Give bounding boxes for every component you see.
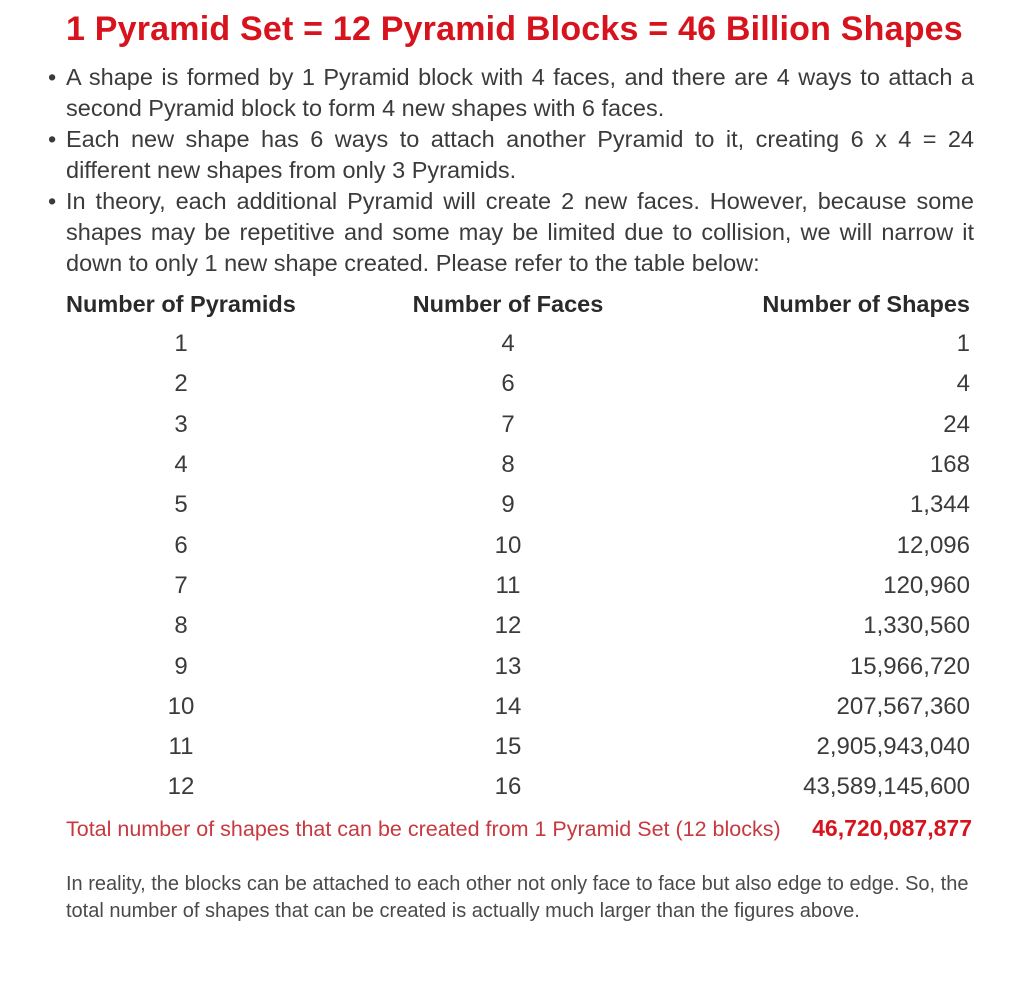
- table-row: [60, 767, 976, 807]
- cell-shapes: 120,960: [883, 571, 970, 599]
- table-row: [60, 324, 976, 364]
- cell-pyramids: 10: [167, 692, 195, 720]
- table-header-row: [60, 284, 976, 324]
- header-faces: Number of Faces: [412, 290, 604, 317]
- cell-shapes: 1,344: [909, 491, 970, 519]
- table-row: [60, 727, 976, 767]
- table-row: [60, 687, 976, 727]
- cell-shapes: 2,905,943,040: [816, 733, 970, 761]
- cell-shapes: 43,589,145,600: [803, 773, 970, 801]
- total-label: Total number of shapes that can be created from 1 Pyramid Set (12 blocks): [66, 817, 781, 841]
- cell-pyramids: 5: [174, 491, 188, 519]
- bullet-dot-icon: •: [48, 188, 57, 214]
- header-pyramids: Number of Pyramids: [66, 290, 296, 317]
- cell-faces: 10: [494, 531, 522, 559]
- bullet-item: [48, 62, 974, 124]
- header-shapes: Number of Shapes: [762, 290, 970, 317]
- cell-faces: 15: [494, 733, 522, 761]
- table-row: [60, 445, 976, 485]
- table-row: [60, 606, 976, 646]
- cell-shapes: 15,966,720: [849, 652, 970, 680]
- cell-shapes: 168: [929, 451, 970, 479]
- cell-shapes: 207,567,360: [836, 692, 970, 720]
- total-value: 46,720,087,877: [812, 815, 972, 841]
- bullet-item: [48, 124, 974, 186]
- cell-pyramids: 6: [174, 531, 188, 559]
- bullet-dot-icon: •: [48, 64, 57, 90]
- cell-shapes: 1: [956, 330, 970, 358]
- table-row: [60, 364, 976, 404]
- cell-faces: 6: [501, 370, 515, 398]
- bullet-text: Each new shape has 6 ways to attach another Pyramid to it, creating 6 x 4 = 24 different new shapes from only 3 Pyramids.: [66, 126, 974, 183]
- bullet-text: A shape is formed by 1 Pyramid block with 4 faces, and there are 4 ways to attach a second Pyramid block to form 4 new shapes with 6 faces.: [66, 64, 974, 121]
- bullet-list: [48, 62, 974, 279]
- cell-faces: 4: [501, 330, 515, 358]
- table-row: [60, 485, 976, 525]
- table-row: [60, 566, 976, 606]
- cell-pyramids: 9: [174, 652, 188, 680]
- cell-shapes: 24: [943, 410, 970, 438]
- page-title: 1 Pyramid Set = 12 Pyramid Blocks = 46 Billion Shapes: [66, 10, 963, 48]
- table-row: [60, 525, 976, 565]
- bullet-item: [48, 186, 974, 279]
- cell-pyramids: 4: [174, 451, 188, 479]
- total-row: [66, 815, 972, 842]
- cell-faces: 7: [501, 410, 515, 438]
- table-row: [60, 405, 976, 445]
- cell-shapes: 4: [956, 370, 970, 398]
- cell-pyramids: 3: [174, 410, 188, 438]
- cell-faces: 9: [501, 491, 515, 519]
- cell-faces: 16: [494, 773, 522, 801]
- cell-pyramids: 1: [174, 330, 188, 358]
- cell-pyramids: 11: [168, 733, 194, 761]
- bullet-text: In theory, each additional Pyramid will create 2 new faces. However, because some shapes may be repetitive and some may be limited due to collision, we will narrow it down to only 1 new shape created. Please refer to the table below:: [66, 188, 974, 276]
- shapes-table: [60, 284, 976, 808]
- cell-pyramids: 8: [174, 612, 188, 640]
- cell-faces: 14: [494, 692, 522, 720]
- cell-shapes: 1,330,560: [863, 612, 970, 640]
- footnote: In reality, the blocks can be attached to each other not only face to face but also edge to edge. So, the total number of shapes that can be created is actually much larger than the figures above.: [66, 873, 969, 922]
- bullet-dot-icon: •: [48, 126, 57, 152]
- cell-faces: 13: [494, 652, 522, 680]
- table-row: [60, 646, 976, 686]
- cell-faces: 12: [494, 612, 522, 640]
- cell-pyramids: 2: [174, 370, 188, 398]
- cell-faces: 8: [501, 451, 515, 479]
- cell-pyramids: 7: [174, 571, 188, 599]
- cell-faces: 11: [495, 571, 521, 599]
- cell-pyramids: 12: [167, 773, 195, 801]
- cell-shapes: 12,096: [896, 531, 970, 559]
